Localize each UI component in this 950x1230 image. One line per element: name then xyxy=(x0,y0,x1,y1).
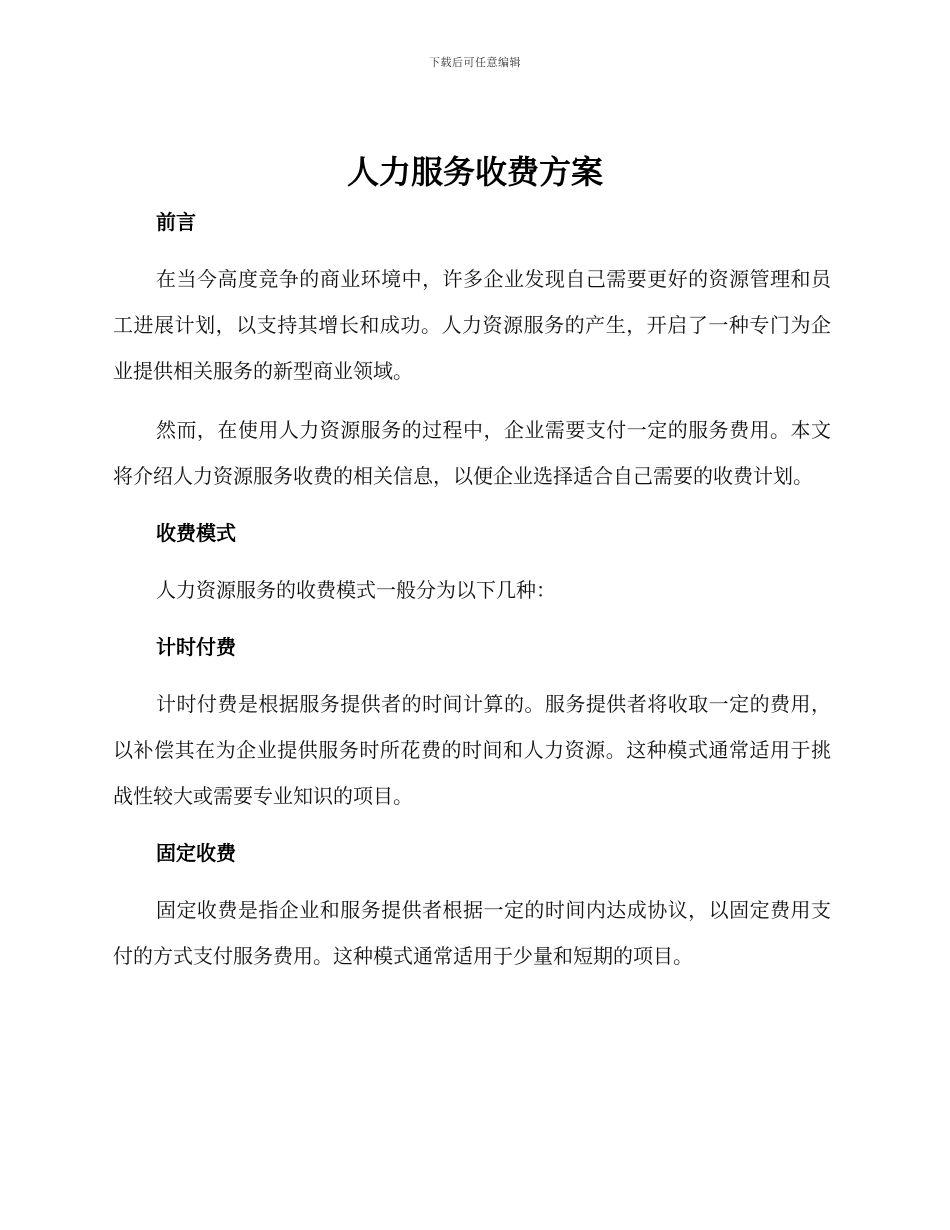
paragraph-preface-1: 在当今高度竞争的商业环境中，许多企业发现自己需要更好的资源管理和员工进展计划，以支持其增长和成功。人力资源服务的产生，开启了一种专门为企业提供相关服务的新型商业领域。 xyxy=(113,267,831,383)
paragraph-hourly: 计时付费是根据服务提供者的时间计算的。服务提供者将收取一定的费用，以补偿其在为企业提供服务时所花费的时间和人力资源。这种模式通常适用于挑战性较大或需要专业知识的项目。 xyxy=(113,692,831,808)
paragraph-fixed: 固定收费是指企业和服务提供者根据一定的时间内达成协议，以固定费用支付的方式支付服务费用。这种模式通常适用于少量和短期的项目。 xyxy=(113,898,831,968)
document-title: 人力服务收费方案 xyxy=(346,153,603,191)
paragraph-preface-2: 然而，在使用人力资源服务的过程中，企业需要支付一定的服务费用。本文将介绍人力资源服务收费的相关信息，以便企业选择适合自己需要的收费计划。 xyxy=(113,418,831,488)
page-header-note: 下载后可任意编辑 xyxy=(429,56,521,69)
section-heading-hourly: 计时付费 xyxy=(156,635,236,659)
section-heading-fixed: 固定收费 xyxy=(156,841,236,865)
section-heading-preface: 前言 xyxy=(156,210,196,234)
paragraph-billing-models-intro: 人力资源服务的收费模式一般分为以下几种： xyxy=(156,578,556,602)
document-body xyxy=(113,206,831,979)
section-heading-billing-models: 收费模式 xyxy=(156,521,236,545)
